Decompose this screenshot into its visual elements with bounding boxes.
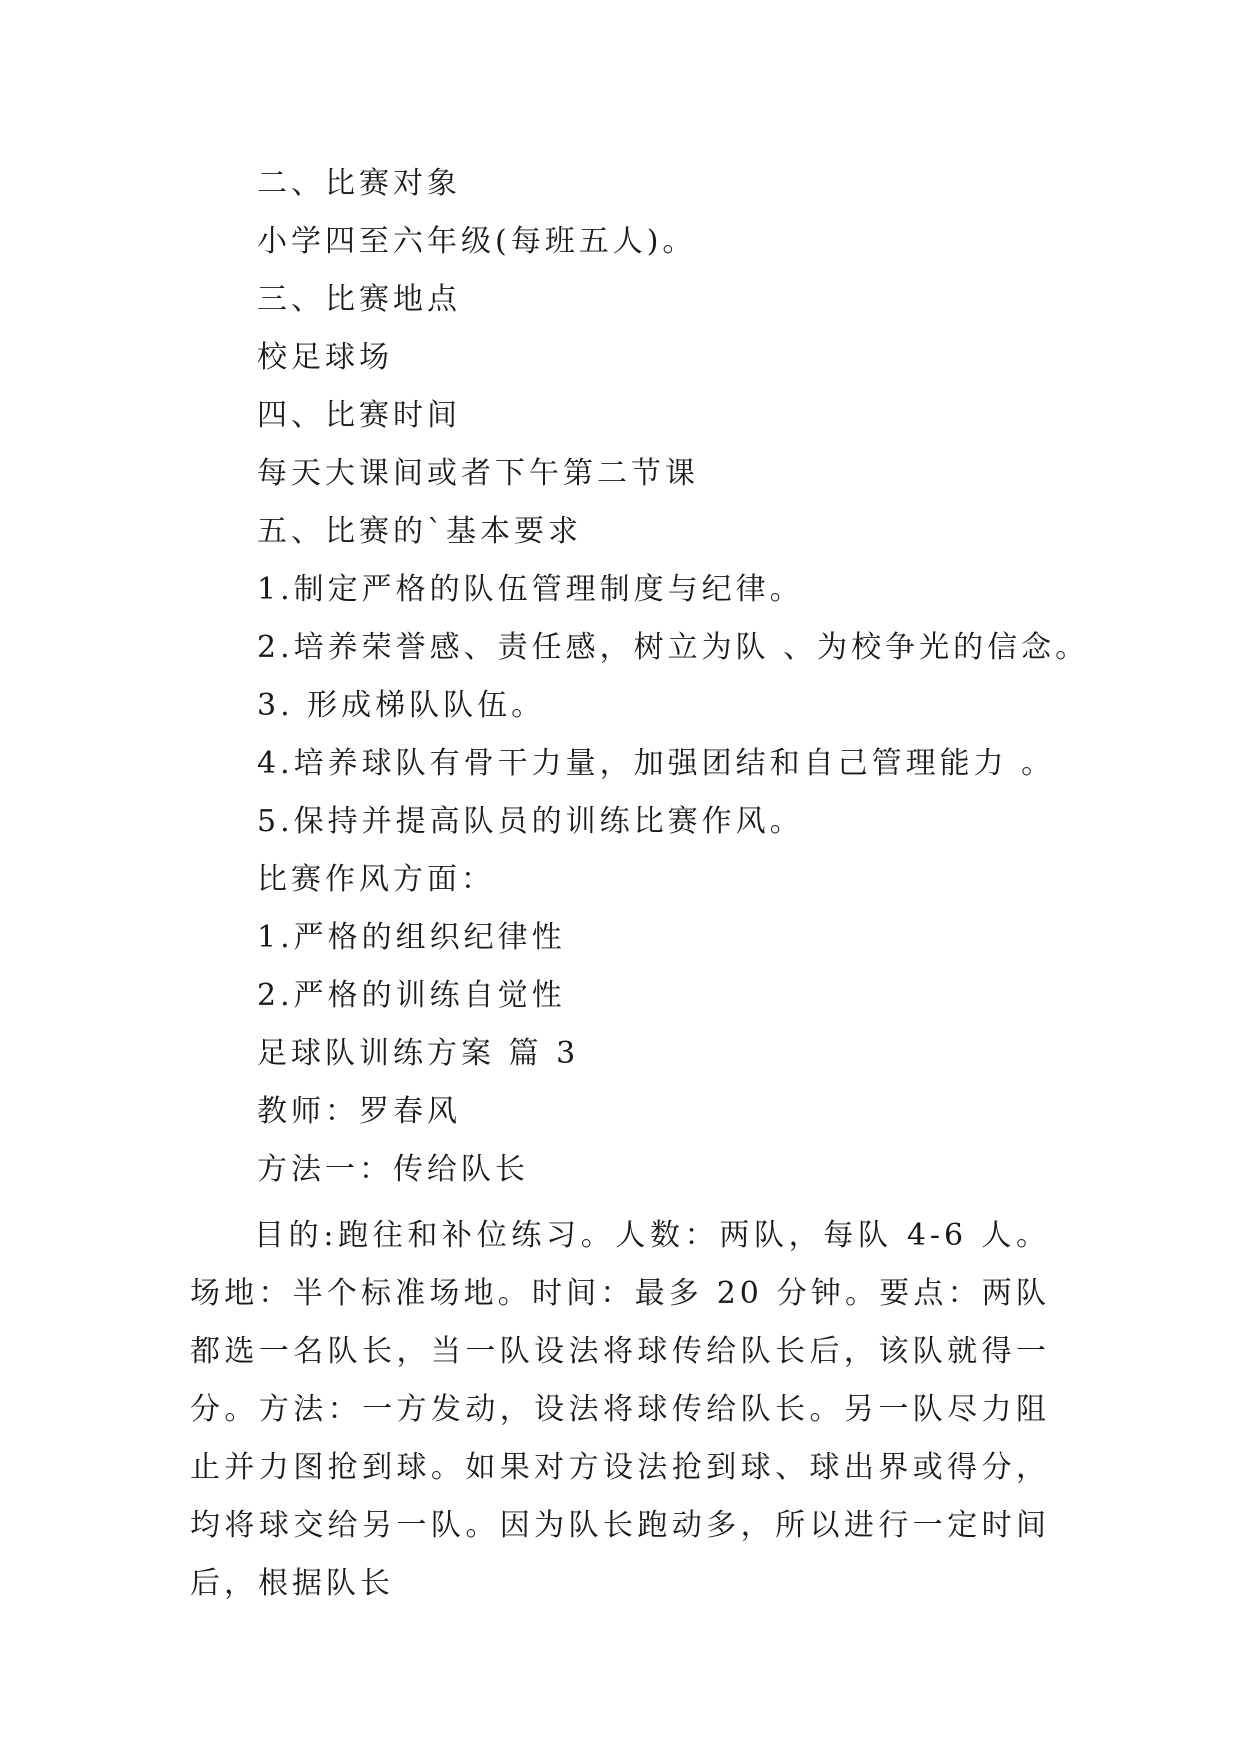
text-teacher: 教师：罗春风 — [257, 1094, 461, 1129]
heading-competition-venue: 三、比赛地点 — [257, 282, 461, 317]
heading-competition-time: 四、比赛时间 — [257, 398, 461, 433]
requirement-item-3: 3. 形成梯队队伍。 — [257, 688, 546, 723]
requirement-item-1: 1.制定严格的队伍管理制度与纪律。 — [257, 572, 804, 607]
section-title-plan-3: 足球队训练方案 篇 3 — [257, 1036, 580, 1071]
text-venue: 校足球场 — [257, 340, 393, 375]
heading-competition-target: 二、比赛对象 — [257, 166, 461, 201]
requirement-item-4: 4.培养球队有骨干力量，加强团结和自己管理能力 。 — [257, 746, 1056, 781]
heading-method-one: 方法一：传给队长 — [257, 1152, 529, 1187]
style-item-2: 2.严格的训练自觉性 — [257, 978, 566, 1013]
text-time: 每天大课间或者下午第二节课 — [257, 456, 699, 491]
requirement-item-5: 5.保持并提高队员的训练比赛作风。 — [257, 804, 804, 839]
text-participants: 小学四至六年级(每班五人)。 — [257, 224, 697, 259]
heading-basic-requirements: 五、比赛的`基本要求 — [257, 514, 582, 549]
body-paragraph-method-one: 目的:跑往和补位练习。人数：两队，每队 4-6 人。场地：半个标准场地。时间：最多 20 分钟。要点：两队都选一名队长，当一队设法将球传给队长后，该队就得一分。方法：一方发动，设法将球传给队长。另一队尽力阻止并力图抢到球。如果对方设法抢到球、球出界或得分，均将球交给另一队。因为队长跑动多，所以进行一定时间后，根据队长 — [190, 1218, 1050, 1601]
requirement-item-2: 2.培养荣誉感、责任感，树立为队 、为校争光的信念。 — [257, 630, 1090, 665]
style-item-1: 1.严格的组织纪律性 — [257, 920, 566, 955]
heading-style-aspects: 比赛作风方面： — [257, 862, 495, 897]
